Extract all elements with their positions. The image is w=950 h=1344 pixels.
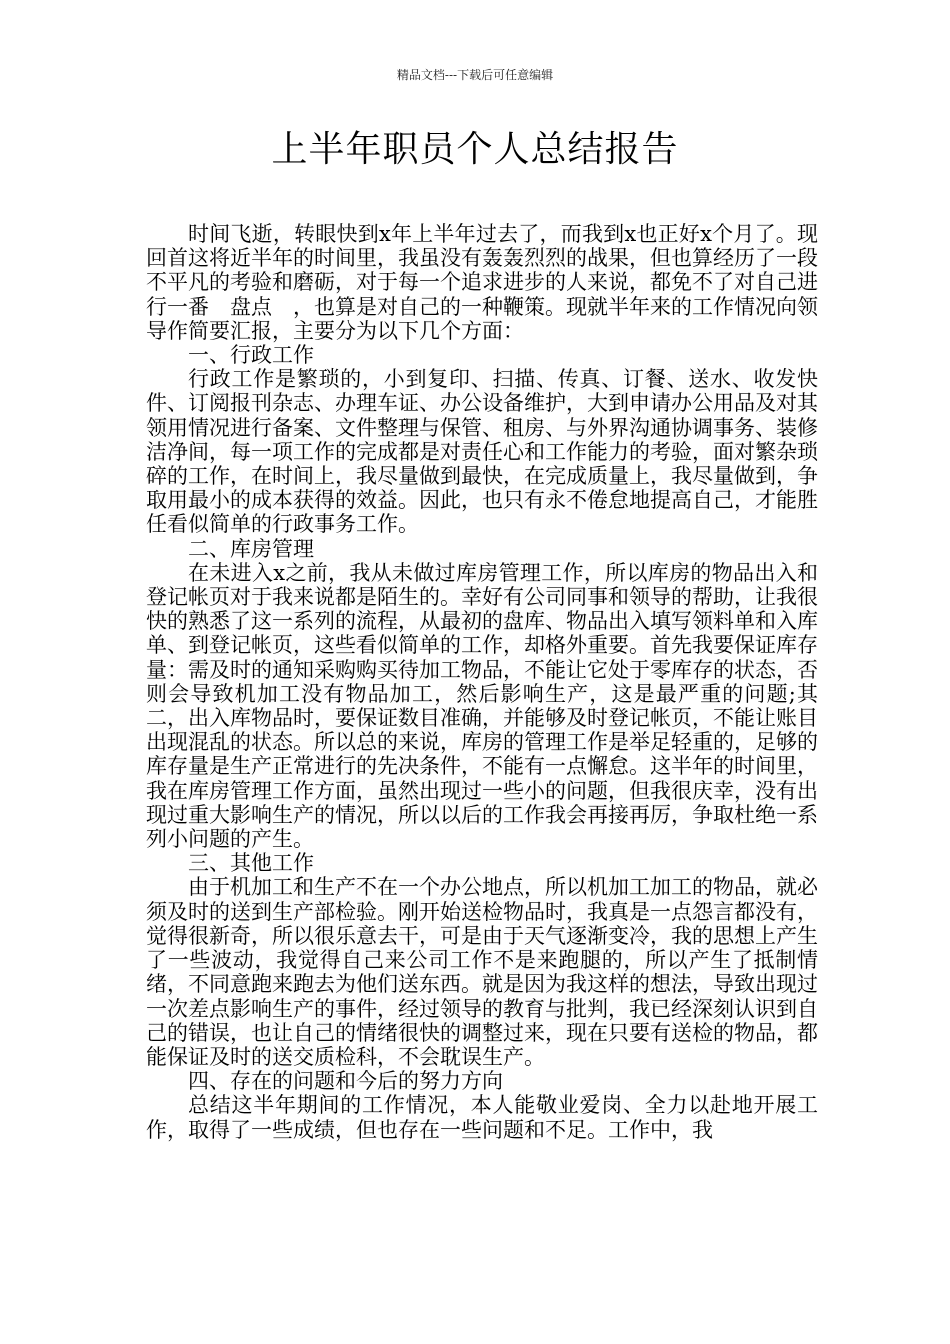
document-title: 上半年职员个人总结报告	[271, 129, 679, 170]
paragraph-problems: 总结这半年期间的工作情况，本人能敬业爱岗、全力以赴地开展工作，取得了一些成绩，但也存在一些问题和不足。工作中，我	[146, 1093, 818, 1142]
section-heading-admin: 一、行政工作	[188, 343, 314, 368]
paragraph-admin: 行政工作是繁琐的，小到复印、扫描、传真、订餐、送水、收发快件、订阅报刊杂志、办理车证、办公设备维护，大到申请办公用品及对其领用情况进行备案、文件整理与保管、租房、与外界沟通协调事务、装修洁净间，每一项工作的完成都是对责任心和工作能力的考验，面对繁杂琐碎的工作，在时间上，我尽量做到最快，在完成质量上，我尽量做到，争取用最小的成本获得的效益。因此，也只有永不倦怠地提高自己，才能胜任看似简单的行政事务工作。	[146, 367, 818, 537]
paragraph-intro: 时间飞逝，转眼快到x年上半年过去了，而我到x也正好x个月了。现回首这将近半年的时间里，我虽没有轰轰烈烈的战果，但也算经历了一段不平凡的考验和磨砺，对于每一个追求进步的人来说，都免不了对自己进行一番 盘点 ，也算是对自己的一种鞭策。现就半年来的工作情况向领导作简要汇报，主要分为以下几个方面：	[146, 222, 818, 343]
document-body	[146, 222, 818, 1142]
paragraph-warehouse: 在未进入x之前，我从未做过库房管理工作，所以库房的物品出入和登记帐页对于我来说都是陌生的。幸好有公司同事和领导的帮助，让我很快的熟悉了这一系列的流程，从最初的盘库、物品出入填写领料单和入库单、到登记帐页，这些看似简单的工作，却格外重要。首先我要保证库存量：需及时的通知采购购买待加工物品，不能让它处于零库存的状态，否则会导致机加工没有物品加工，然后影响生产，这是最严重的问题;其二，出入库物品时，要保证数目准确，并能够及时登记帐页，不能让账目出现混乱的状态。所以总的来说，库房的管理工作是举足轻重的，足够的库存量是生产正常进行的先决条件，不能有一点懈怠。这半年的时间里，我在库房管理工作方面，虽然出现过一些小的问题，但我很庆幸，没有出现过重大影响生产的情况，所以以后的工作我会再接再厉，争取杜绝一系列小问题的产生。	[146, 560, 818, 852]
section-heading-other: 三、其他工作	[188, 851, 314, 876]
header-note: 精品文档---下载后可任意编辑	[396, 68, 554, 82]
paragraph-other: 由于机加工和生产不在一个办公地点，所以机加工加工的物品，就必须及时的送到生产部检验。刚开始送检物品时，我真是一点怨言都没有，觉得很新奇，所以很乐意去干，可是由于天气逐渐变冷，我的思想上产生了一些波动，我觉得自己来公司工作不是来跑腿的，所以产生了抵制情绪，不同意跑来跑去为他们送东西。就是因为我这样的想法，导致出现过一次差点影响生产的事件，经过领导的教育与批判，我已经深刻认识到自己的错误，也让自己的情绪很快的调整过来，现在只要有送检的物品，都能保证及时的送交质检科，不会耽误生产。	[146, 875, 818, 1069]
section-heading-warehouse: 二、库房管理	[188, 536, 314, 561]
section-heading-problems: 四、存在的问题和今后的努力方向	[188, 1069, 503, 1094]
